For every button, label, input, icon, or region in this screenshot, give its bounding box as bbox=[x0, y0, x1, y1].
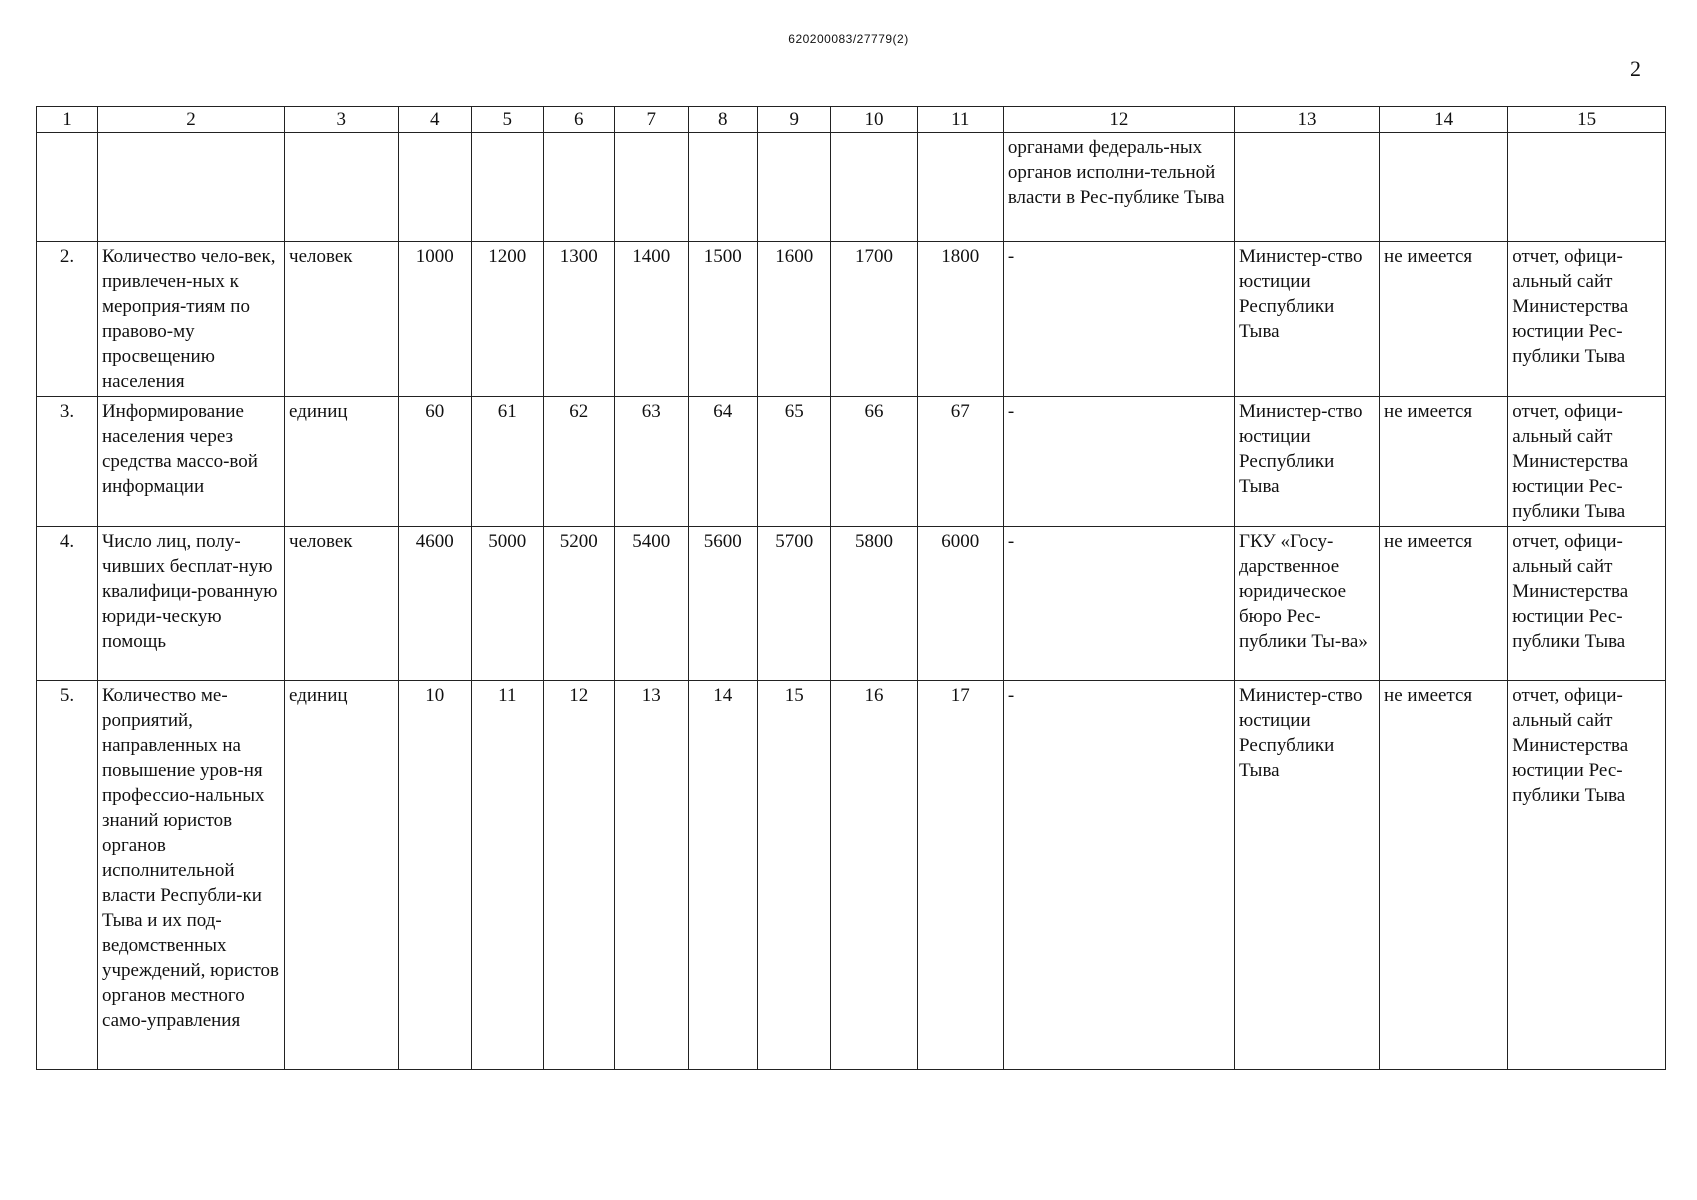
responsible-cell: Министер-ство юстиции Республики Тыва bbox=[1235, 681, 1380, 1070]
value-cell: 67 bbox=[917, 397, 1003, 527]
table-row bbox=[37, 242, 1666, 397]
indicators-table bbox=[36, 106, 1666, 1070]
column-number-row bbox=[37, 107, 1666, 133]
empty-cell bbox=[97, 133, 284, 242]
value-cell: 5800 bbox=[831, 527, 917, 681]
column-header: 2 bbox=[97, 107, 284, 133]
col12-cell: - bbox=[1003, 681, 1234, 1070]
value-cell: 1200 bbox=[472, 242, 543, 397]
column-header: 5 bbox=[472, 107, 543, 133]
page-number: 2 bbox=[1630, 56, 1641, 81]
col12-cell: - bbox=[1003, 397, 1234, 527]
indicator-name: Число лиц, полу-чивших бесплат-ную квалифици-рованную юриди-ческую помощь bbox=[97, 527, 284, 681]
empty-cell bbox=[688, 133, 757, 242]
continuation-text: органами федераль-ных органов исполни-тельной власти в Рес-публике Тыва bbox=[1003, 133, 1234, 242]
source-cell: отчет, офици-альный сайт Министерства юстиции Рес-публики Тыва bbox=[1508, 527, 1666, 681]
value-cell: 6000 bbox=[917, 527, 1003, 681]
value-cell: 17 bbox=[917, 681, 1003, 1070]
table-row bbox=[37, 397, 1666, 527]
empty-cell bbox=[285, 133, 399, 242]
empty-cell bbox=[37, 133, 98, 242]
empty-cell bbox=[472, 133, 543, 242]
value-cell: 5200 bbox=[543, 527, 614, 681]
value-cell: 13 bbox=[614, 681, 688, 1070]
empty-cell bbox=[614, 133, 688, 242]
value-cell: 61 bbox=[472, 397, 543, 527]
column-header: 8 bbox=[688, 107, 757, 133]
column-header: 14 bbox=[1380, 107, 1508, 133]
value-cell: 5700 bbox=[757, 527, 831, 681]
row-number: 4. bbox=[37, 527, 98, 681]
value-cell: 1600 bbox=[757, 242, 831, 397]
column-header: 4 bbox=[398, 107, 472, 133]
column-header: 12 bbox=[1003, 107, 1234, 133]
row-number: 5. bbox=[37, 681, 98, 1070]
empty-cell bbox=[831, 133, 917, 242]
column-header: 6 bbox=[543, 107, 614, 133]
value-cell: 1400 bbox=[614, 242, 688, 397]
indicator-name: Информирование населения через средства массо-вой информации bbox=[97, 397, 284, 527]
value-cell: 14 bbox=[688, 681, 757, 1070]
value-cell: 1000 bbox=[398, 242, 472, 397]
empty-cell bbox=[757, 133, 831, 242]
unit: человек bbox=[285, 242, 399, 397]
value-cell: 1800 bbox=[917, 242, 1003, 397]
column-header: 10 bbox=[831, 107, 917, 133]
column-header: 7 bbox=[614, 107, 688, 133]
value-cell: 1700 bbox=[831, 242, 917, 397]
empty-cell bbox=[1235, 133, 1380, 242]
col12-cell: - bbox=[1003, 527, 1234, 681]
column-header: 1 bbox=[37, 107, 98, 133]
unit: единиц bbox=[285, 681, 399, 1070]
empty-cell bbox=[917, 133, 1003, 242]
value-cell: 16 bbox=[831, 681, 917, 1070]
value-cell: 5400 bbox=[614, 527, 688, 681]
unit: единиц bbox=[285, 397, 399, 527]
col12-cell: - bbox=[1003, 242, 1234, 397]
col14-cell: не имеется bbox=[1380, 242, 1508, 397]
column-header: 3 bbox=[285, 107, 399, 133]
indicator-name: Количество чело-век, привлечен-ных к мероприя-тиям по правово-му просвещению населения bbox=[97, 242, 284, 397]
value-cell: 64 bbox=[688, 397, 757, 527]
responsible-cell: ГКУ «Госу-дарственное юридическое бюро Рес-публики Ты-ва» bbox=[1235, 527, 1380, 681]
value-cell: 5600 bbox=[688, 527, 757, 681]
col14-cell: не имеется bbox=[1380, 681, 1508, 1070]
unit: человек bbox=[285, 527, 399, 681]
indicator-name: Количество ме-роприятий, направленных на повышение уров-ня профессио-нальных знаний юристов органов исполнительной власти Республи-ки Тыва и их под-ведомственных учреждений, юристов органов местного само-управления bbox=[97, 681, 284, 1070]
value-cell: 1300 bbox=[543, 242, 614, 397]
responsible-cell: Министер-ство юстиции Республики Тыва bbox=[1235, 397, 1380, 527]
table-row bbox=[37, 681, 1666, 1070]
value-cell: 1500 bbox=[688, 242, 757, 397]
empty-cell bbox=[1380, 133, 1508, 242]
continuation-row bbox=[37, 133, 1666, 242]
value-cell: 15 bbox=[757, 681, 831, 1070]
value-cell: 62 bbox=[543, 397, 614, 527]
row-number: 2. bbox=[37, 242, 98, 397]
value-cell: 63 bbox=[614, 397, 688, 527]
column-header: 15 bbox=[1508, 107, 1666, 133]
table-row bbox=[37, 527, 1666, 681]
value-cell: 60 bbox=[398, 397, 472, 527]
responsible-cell: Министер-ство юстиции Республики Тыва bbox=[1235, 242, 1380, 397]
column-header: 13 bbox=[1235, 107, 1380, 133]
source-cell: отчет, офици-альный сайт Министерства юстиции Рес-публики Тыва bbox=[1508, 397, 1666, 527]
col14-cell: не имеется bbox=[1380, 397, 1508, 527]
col14-cell: не имеется bbox=[1380, 527, 1508, 681]
column-header: 9 bbox=[757, 107, 831, 133]
empty-cell bbox=[1508, 133, 1666, 242]
value-cell: 66 bbox=[831, 397, 917, 527]
value-cell: 65 bbox=[757, 397, 831, 527]
row-number: 3. bbox=[37, 397, 98, 527]
value-cell: 5000 bbox=[472, 527, 543, 681]
value-cell: 11 bbox=[472, 681, 543, 1070]
value-cell: 4600 bbox=[398, 527, 472, 681]
value-cell: 12 bbox=[543, 681, 614, 1070]
source-cell: отчет, офици-альный сайт Министерства юстиции Рес-публики Тыва bbox=[1508, 681, 1666, 1070]
column-header: 11 bbox=[917, 107, 1003, 133]
empty-cell bbox=[398, 133, 472, 242]
value-cell: 10 bbox=[398, 681, 472, 1070]
source-cell: отчет, офици-альный сайт Министерства юстиции Рес-публики Тыва bbox=[1508, 242, 1666, 397]
document-id: 620200083/27779(2) bbox=[788, 32, 909, 46]
empty-cell bbox=[543, 133, 614, 242]
